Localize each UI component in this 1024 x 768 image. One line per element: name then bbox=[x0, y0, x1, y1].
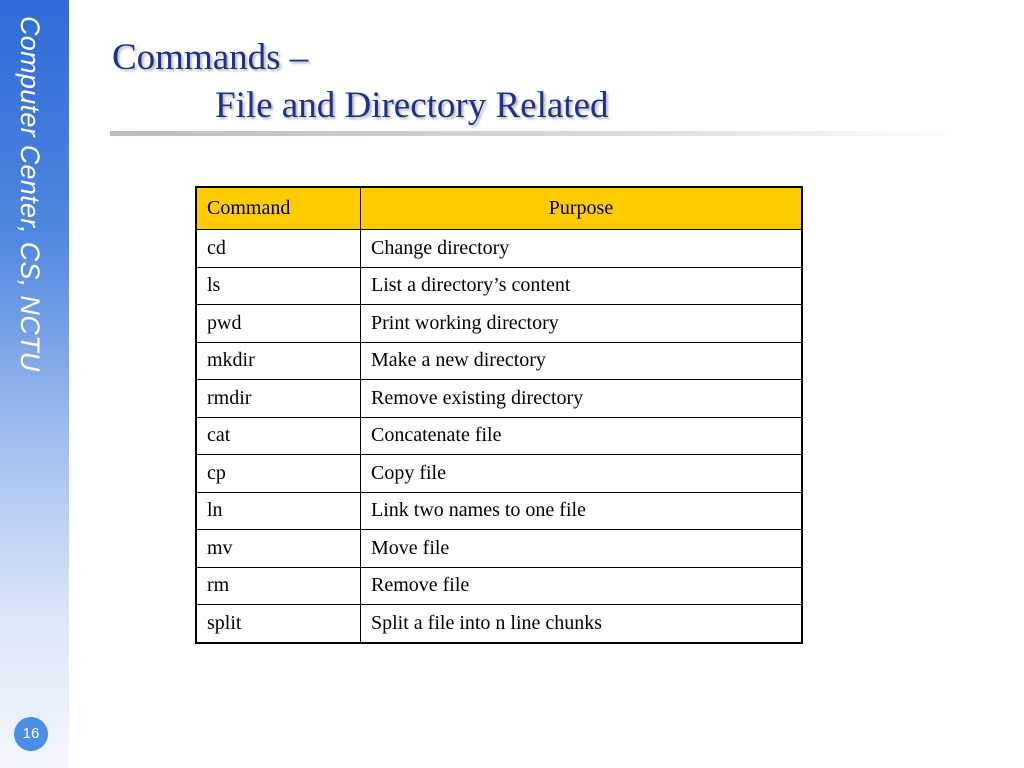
command-cell: pwd bbox=[196, 305, 361, 343]
table-row bbox=[196, 305, 802, 343]
command-cell: cd bbox=[196, 230, 361, 268]
command-cell: ls bbox=[196, 267, 361, 305]
table-row bbox=[196, 267, 802, 305]
table-row bbox=[196, 530, 802, 568]
header-command: Command bbox=[196, 187, 361, 230]
table-header-row bbox=[196, 187, 802, 230]
table-row bbox=[196, 492, 802, 530]
purpose-cell: Concatenate file bbox=[361, 417, 803, 455]
purpose-cell: Print working directory bbox=[361, 305, 803, 343]
table-row bbox=[196, 455, 802, 493]
slide-title bbox=[112, 34, 609, 130]
purpose-cell: Remove file bbox=[361, 567, 803, 605]
purpose-cell: Move file bbox=[361, 530, 803, 568]
purpose-cell: Link two names to one file bbox=[361, 492, 803, 530]
command-cell: cat bbox=[196, 417, 361, 455]
table-row bbox=[196, 417, 802, 455]
purpose-cell: Split a file into n line chunks bbox=[361, 605, 803, 643]
table-row bbox=[196, 605, 802, 643]
sidebar-footer-text: Computer Center, CS, NCTU bbox=[15, 16, 45, 372]
table-row bbox=[196, 342, 802, 380]
table-row bbox=[196, 567, 802, 605]
command-cell: ln bbox=[196, 492, 361, 530]
purpose-cell: Copy file bbox=[361, 455, 803, 493]
table-row bbox=[196, 230, 802, 268]
command-cell: rm bbox=[196, 567, 361, 605]
purpose-cell: List a directory’s content bbox=[361, 267, 803, 305]
slide-title-line2: File and Directory Related bbox=[215, 85, 609, 126]
purpose-cell: Change directory bbox=[361, 230, 803, 268]
command-cell: rmdir bbox=[196, 380, 361, 418]
command-cell: cp bbox=[196, 455, 361, 493]
command-cell: mkdir bbox=[196, 342, 361, 380]
slide-title-line1: Commands – bbox=[112, 37, 309, 78]
commands-table bbox=[195, 186, 803, 644]
command-cell: mv bbox=[196, 530, 361, 568]
sidebar-band bbox=[0, 0, 69, 768]
purpose-cell: Remove existing directory bbox=[361, 380, 803, 418]
purpose-cell: Make a new directory bbox=[361, 342, 803, 380]
table-row bbox=[196, 380, 802, 418]
command-cell: split bbox=[196, 605, 361, 643]
header-purpose: Purpose bbox=[361, 187, 803, 230]
page-number-badge: 16 bbox=[14, 717, 48, 751]
title-underline bbox=[110, 131, 960, 136]
